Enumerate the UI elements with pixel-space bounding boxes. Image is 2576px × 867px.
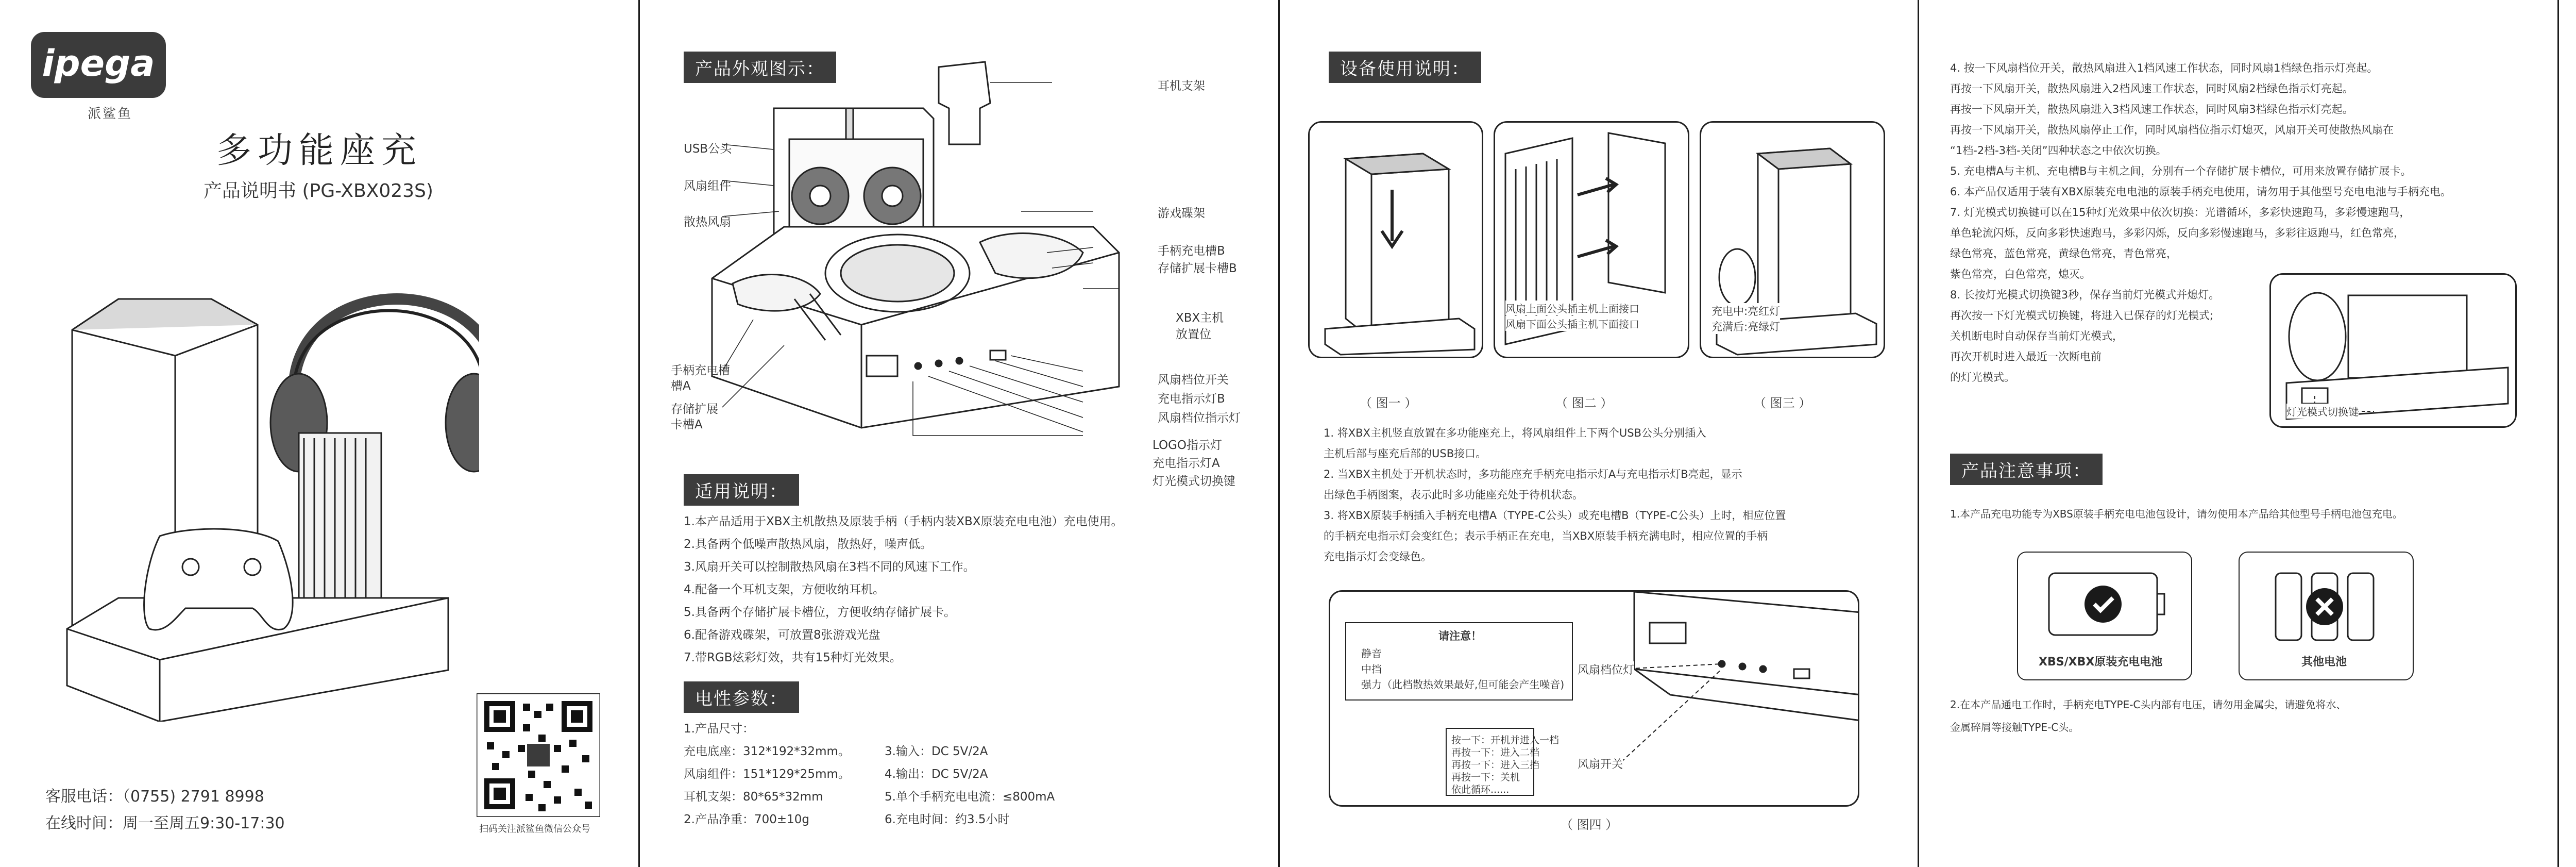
param-item: 充电底座：312*192*32mm。 bbox=[684, 745, 850, 758]
instruction-item: 的灯光模式。 bbox=[1950, 371, 2015, 384]
figure-1-drawing bbox=[1310, 123, 1483, 358]
qr-code bbox=[477, 693, 600, 817]
usage-item: 7.带RGB炫彩灯效，共有15种灯光效果。 bbox=[684, 651, 902, 664]
label-controller-slot-b: 手柄充电槽B bbox=[1158, 244, 1225, 258]
instruction-item: 再按一下风扇开关，散热风扇停止工作，同时风扇档位指示灯熄灭，风扇开关可使散热风扇在 bbox=[1950, 124, 2394, 136]
cover-subtitle: 产品说明书 (PG-XBX023S) bbox=[204, 180, 433, 202]
label-storage-slot-a-1: 存储扩展 bbox=[671, 403, 718, 416]
figure-3-caption: （ 图三 ） bbox=[1754, 396, 1811, 410]
label-usb: USB公头 bbox=[684, 142, 732, 156]
battery-no-card bbox=[2239, 552, 2414, 680]
instruction-item: 8. 长按灯光模式切换键3秒，保存当前灯光模式并熄灯。 bbox=[1950, 289, 2220, 301]
instruction-item: 紫色常亮，白色常亮，熄灭。 bbox=[1950, 268, 2091, 280]
figure-3-note-2: 充满后:亮绿灯 bbox=[1711, 319, 1780, 334]
label-storage-slot-a-2: 卡槽A bbox=[671, 418, 703, 431]
usage-item: 6.配备游戏碟架，可放置8张游戏光盘 bbox=[684, 628, 880, 642]
label-storage-slot-b: 存储扩展卡槽B bbox=[1158, 262, 1237, 275]
instruction-item: 再次开机时进入最近一次断电前 bbox=[1950, 351, 2102, 363]
label-xbx-slot-2: 放置位 bbox=[1176, 328, 1211, 341]
instruction-step: 出绿色手柄图案，表示此时多功能座充处于待机状态。 bbox=[1324, 489, 1583, 501]
usage-item: 2.具备两个低噪声散热风扇，散热好，噪声低。 bbox=[684, 538, 932, 551]
fig4-notice-item: 强力（此档散热效果最好,但可能会产生噪音) bbox=[1361, 678, 1565, 691]
instruction-item: 再按一下风扇开关，散热风扇进入2档风速工作状态，同时风扇2档绿色指示灯亮起。 bbox=[1950, 82, 2353, 95]
appearance-panel bbox=[640, 0, 1279, 867]
usage-item: 3.风扇开关可以控制散热风扇在3档不同的风速下工作。 bbox=[684, 560, 975, 574]
instruction-step: 1. 将XBX主机竖直放置在多功能座充上，将风扇组件上下两个USB公头分别插入 bbox=[1324, 427, 1706, 439]
param-item: 6.充电时间：约3.5小时 bbox=[885, 813, 1010, 826]
instruction-step: 2. 当XBX主机处于开机状态时，多功能座充手柄充电指示灯A与充电指示灯B亮起，显示 bbox=[1324, 468, 1742, 480]
label-fan-light: 风扇档位指示灯 bbox=[1158, 411, 1241, 425]
param-item: 1.产品尺寸： bbox=[684, 722, 754, 736]
label-charge-light-a: 充电指示灯A bbox=[1153, 457, 1220, 470]
figure-2-caption: （ 图二 ） bbox=[1555, 396, 1613, 410]
instruction-item: 4. 按一下风扇档位开关，散热风扇进入1档风速工作状态，同时风扇1档绿色指示灯亮起。 bbox=[1950, 62, 2378, 74]
notice-heading: 产品注意事项： bbox=[1950, 454, 2103, 485]
notice-1: 1.本产品充电功能专为XBS原装手柄充电电池包设计，请勿使用本产品给其他型号手柄电池包充电。 bbox=[1950, 508, 2403, 520]
fig4-notice-title: 请注意！ bbox=[1438, 630, 1482, 642]
brand-logo: ipega bbox=[31, 32, 166, 98]
figure-2-note-1: 风扇上面公头插主机上面接口 bbox=[1505, 301, 1639, 315]
fig4-notice-item: 中挡 bbox=[1361, 663, 1382, 675]
label-xbx-slot-1: XBX主机 bbox=[1176, 311, 1224, 325]
fig4-switch-label: 风扇开关 bbox=[1578, 756, 1623, 772]
instruction-item: “1档-2档-3档-关闭”四种状态之中依次切换。 bbox=[1950, 144, 2167, 157]
notice-2b: 金属碎屑等接触TYPE-C头。 bbox=[1950, 721, 2079, 733]
param-item: 耳机支架：80*65*32mm bbox=[684, 790, 823, 804]
instruction-step: 的手柄充电指示灯会变红色；表示手柄正在充电，当XBX原装手柄充满电时，相应位置的手柄 bbox=[1324, 530, 1768, 542]
contents-panel bbox=[2559, 0, 2576, 867]
instruction-item: 再次按一下灯光模式切换键，将进入已保存的灯光模式; bbox=[1950, 309, 2214, 322]
hotline: 客服电话：（0755) 2791 8998 bbox=[45, 788, 264, 806]
usage-item: 4.配备一个耳机支架，方便收纳耳机。 bbox=[684, 583, 885, 596]
label-logo-light: LOGO指示灯 bbox=[1153, 439, 1223, 452]
online-hours: 在线时间：周一至周五9:30-17:30 bbox=[45, 814, 285, 832]
usage-item: 1.本产品适用于XBX主机散热及原装手柄（手柄内装XBX原装充电电池）充电使用。 bbox=[684, 515, 1123, 528]
figure-2 bbox=[1494, 121, 1689, 358]
fig4-press-line: 依此循环...... bbox=[1451, 784, 1510, 795]
figure-3 bbox=[1700, 121, 1885, 358]
figure-1-caption: （ 图一 ） bbox=[1360, 396, 1417, 410]
check-icon bbox=[2084, 586, 2122, 623]
figure-3-note-1: 充电中:亮红灯 bbox=[1711, 303, 1780, 319]
label-earphone-bracket: 耳机支架 bbox=[1158, 79, 1205, 93]
instruction-item: 绿色常亮，蓝色常亮，黄绿色常亮，青色常亮， bbox=[1950, 247, 2177, 260]
instruction-step: 主机后部与座充后部的USB接口。 bbox=[1324, 447, 1487, 460]
param-item: 3.输入：DC 5V/2A bbox=[885, 745, 988, 758]
battery-ok-label: XBS/XBX原装充电电池 bbox=[2039, 656, 2163, 669]
label-charge-light-b: 充电指示灯B bbox=[1158, 392, 1225, 406]
instruction-item: 5. 充电槽A与主机、充电槽B与主机之间，分别有一个存储扩展卡槽位，可用来放置存储扩展卡。 bbox=[1950, 165, 2412, 177]
light-key-figure bbox=[2269, 273, 2517, 428]
instruction-item: 7. 灯光模式切换键可以在15种灯光效果中依次切换：光谱循环，多彩快速跑马，多彩慢速跑马， bbox=[1950, 206, 2411, 219]
label-cooling-fan: 散热风扇 bbox=[684, 215, 731, 229]
appearance-heading: 产品外观图示： bbox=[684, 52, 836, 83]
params-heading: 电性参数： bbox=[684, 681, 799, 713]
param-item: 风扇组件：151*129*25mm。 bbox=[684, 768, 850, 781]
param-item: 4.输出：DC 5V/2A bbox=[885, 768, 988, 781]
instructions-heading: 设备使用说明： bbox=[1329, 52, 1481, 83]
fig4-press-line: 再按一下：关机 bbox=[1451, 772, 1520, 783]
param-item: 2.产品净重：700±10g bbox=[684, 813, 809, 826]
figure-4-caption: （ 图四 ） bbox=[1561, 818, 1618, 832]
usage-item: 5.具备两个存储扩展卡槽位，方便收纳存储扩展卡。 bbox=[684, 606, 956, 619]
brand-subtitle: 派鲨鱼 bbox=[88, 106, 133, 122]
label-fan-switch: 风扇档位开关 bbox=[1158, 373, 1229, 387]
label-game-disc-slot: 游戏碟架 bbox=[1158, 207, 1205, 220]
dock-diagram bbox=[691, 57, 1176, 438]
figure-4-drawing bbox=[1330, 592, 1859, 807]
param-item: 5.单个手柄充电电流：≤800mA bbox=[885, 790, 1055, 804]
instructions-panel bbox=[1280, 0, 1919, 867]
fig4-notice-item: 静音 bbox=[1361, 647, 1382, 660]
light-key-label: 灯光模式切换键 bbox=[2286, 404, 2359, 419]
instruction-item: 关机断电时自动保存当前灯光模式， bbox=[1950, 330, 2123, 342]
battery-ok-card bbox=[2017, 552, 2192, 680]
instruction-step: 充电指示灯会变绿色。 bbox=[1324, 551, 1432, 563]
figure-1 bbox=[1308, 121, 1483, 358]
battery-no-label: 其他电池 bbox=[2301, 656, 2347, 669]
instruction-step: 3. 将XBX原装手柄插入手柄充电槽A（TYPE-C公头）或充电槽B（TYPE-C公头）上时，相应位置 bbox=[1324, 509, 1786, 522]
instruction-item: 6. 本产品仅适用于装有XBX原装充电电池的原装手柄充电使用，请勿用于其他型号充电电池与手柄充电。 bbox=[1950, 186, 2451, 198]
figure-2-note-2: 风扇下面公头插主机下面接口 bbox=[1505, 316, 1639, 331]
fig4-press-line: 再按一下：进入二档 bbox=[1451, 747, 1540, 758]
product-illustration bbox=[57, 206, 479, 722]
cover-title: 多功能座充 bbox=[216, 130, 423, 171]
label-controller-slot-a-2: 槽A bbox=[671, 379, 691, 393]
instruction-item: 单色轮流闪烁，反向多彩快速跑马，多彩闪烁，反向多彩慢速跑马，多彩往返跑马，红色常亮， bbox=[1950, 227, 2404, 239]
instruction-item: 再按一下风扇开关，散热风扇进入3档风速工作状态，同时风扇3档绿色指示灯亮起。 bbox=[1950, 103, 2353, 115]
cover-panel bbox=[0, 0, 639, 867]
fig4-press-line: 再按一下：进入三挡 bbox=[1451, 759, 1540, 771]
usage-heading: 适用说明： bbox=[684, 474, 799, 506]
label-light-mode-switch: 灯光模式切换键 bbox=[1153, 475, 1235, 488]
notice-2a: 2.在本产品通电工作时，手柄充电TYPE-C头内部有电压，请勿用金属尖，请避免将水、 bbox=[1950, 698, 2347, 711]
notes-panel bbox=[1919, 0, 2558, 867]
label-controller-slot-a-1: 手柄充电槽 bbox=[671, 364, 730, 377]
figure-4 bbox=[1329, 590, 1859, 807]
fig4-fan-light-label: 风扇档位灯 bbox=[1578, 661, 1634, 677]
qr-caption: 扫码关注派鲨鱼微信公众号 bbox=[479, 824, 590, 835]
fig4-press-line: 按一下：开机并进入一档 bbox=[1451, 735, 1560, 746]
label-fan-module: 风扇组件 bbox=[684, 179, 731, 193]
